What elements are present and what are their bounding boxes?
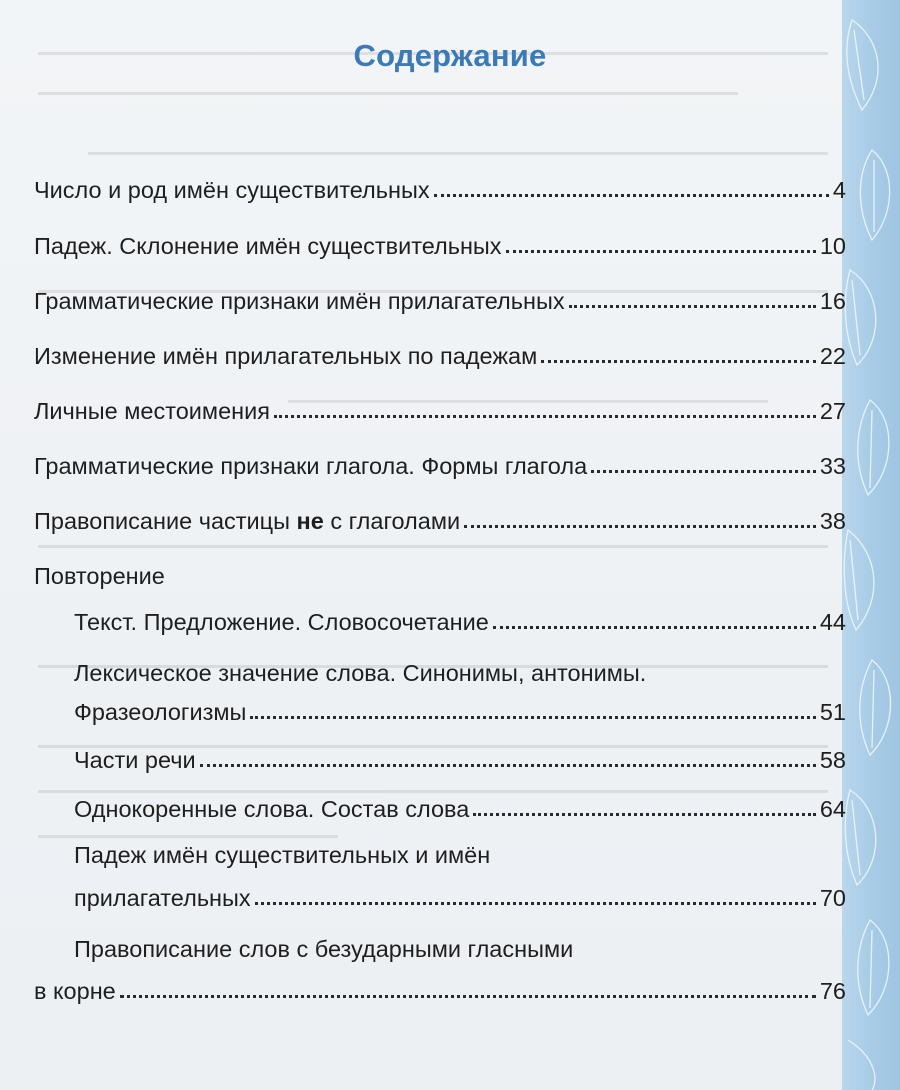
toc-entry-title: Текст. Предложение. Словосочетание [74, 609, 489, 635]
leader-dots [473, 813, 816, 816]
toc-entry[interactable] [34, 232, 846, 260]
toc-entry-title: Части речи [74, 747, 196, 773]
toc-entry-page: 64 [819, 796, 846, 822]
leader-dots [591, 470, 816, 473]
toc-entry[interactable] [74, 698, 846, 726]
leader-dots [464, 525, 816, 528]
toc-entry-title: Личные местоимения [34, 398, 270, 424]
toc-entry-page: 10 [819, 233, 846, 259]
title-bold-part: не [296, 508, 324, 534]
toc-entry[interactable] [74, 795, 846, 823]
toc-entry-page: 22 [819, 343, 846, 369]
toc-entry-page: 27 [819, 398, 846, 424]
toc-entry[interactable] [34, 507, 846, 535]
leader-dots [493, 626, 816, 629]
toc-entry[interactable] [34, 977, 846, 1005]
toc-entry[interactable] [34, 397, 846, 425]
toc-entry-title: в корне [34, 978, 116, 1004]
leader-dots [506, 250, 816, 253]
title-part: с глаголами [323, 508, 461, 534]
toc-entry[interactable] [34, 176, 846, 204]
toc-entry-page: 16 [819, 288, 846, 314]
show-through-text [28, 0, 838, 1090]
page-title: Содержание [353, 38, 547, 73]
toc-entry-title: Число и род имён существительных [34, 177, 430, 203]
toc-entry-title: Однокоренные слова. Состав слова [74, 796, 470, 822]
leader-dots [200, 764, 816, 767]
decorative-leaf-strip [842, 0, 900, 1090]
toc-entry-page: 38 [819, 508, 846, 534]
toc-entry-title: Грамматические признаки имён прилагательных [34, 288, 565, 314]
toc-entry[interactable] [34, 452, 846, 480]
section-heading-review: Повторение [34, 563, 165, 589]
toc-entry-page: 76 [819, 978, 846, 1004]
leaf-pattern-icon [842, 0, 900, 1090]
leader-dots [250, 716, 815, 719]
toc-entry-title [34, 507, 460, 535]
leader-dots [120, 995, 816, 998]
toc-entry-page: 70 [819, 885, 846, 911]
toc-entry-page: 33 [819, 453, 846, 479]
toc-entry-page: 44 [819, 609, 846, 635]
toc-entry[interactable] [74, 884, 846, 912]
toc-entry-title-line1: Падеж имён существительных и имён [74, 842, 491, 868]
toc-entry-title: Изменение имён прилагательных по падежам [34, 343, 538, 369]
toc-entry-title-line1: Правописание слов с безударными гласными [74, 936, 574, 962]
leader-dots [255, 902, 816, 905]
leader-dots [274, 415, 816, 418]
toc-entry[interactable] [34, 342, 846, 370]
toc-entry-title-line1: Лексическое значение слова. Синонимы, антонимы. [74, 660, 647, 686]
leader-dots [541, 360, 816, 363]
title-part: Правописание частицы [34, 508, 297, 534]
toc-entry-title: Фразеологизмы [74, 699, 247, 725]
toc-entry-page: 58 [819, 747, 846, 773]
toc-entry-title: Падеж. Склонение имён существительных [34, 233, 502, 259]
toc-entry-title: Грамматические признаки глагола. Формы глагола [34, 453, 588, 479]
toc-entry-page: 4 [832, 177, 846, 203]
toc-entry[interactable] [34, 287, 846, 315]
leader-dots [434, 194, 829, 197]
toc-entry-page: 51 [819, 699, 846, 725]
leader-dots [569, 305, 816, 308]
toc-entry[interactable] [74, 608, 846, 636]
toc-entry[interactable] [74, 746, 846, 774]
toc-entry-title: прилагательных [74, 885, 251, 911]
